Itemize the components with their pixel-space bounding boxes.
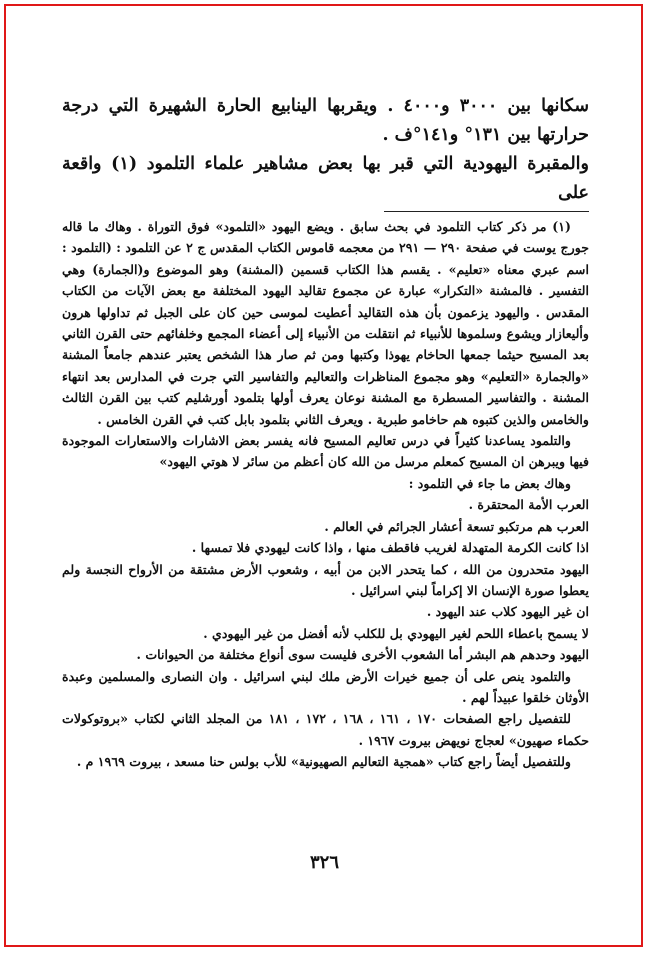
footnote-talmud-messiah: والتلمود يساعدنا كثيراً في درس تعاليم المسيح فانه يفسر بعض الاشارات والاستعارات الموجودة فيها ويبرهن ان المسيح كمعلم مرسل من الله كان أعظم من سائر لا هوتي اليهود» [62, 433, 589, 470]
footnote-intro-quotes: وهاك بعض ما جاء في التلمود : [408, 475, 571, 491]
footnote-quote-5: ان غير اليهود كلاب عند اليهود . [426, 604, 589, 620]
footnote-quote-1: العرب الأمة المحتقرة . [468, 497, 589, 513]
footnote-reference-2: وللتفصيل أيضاً راجع كتاب «همجية التعاليم الصهيونية» للأب بولس حنا مسعد ، بيروت ١٩٦٩ م . [76, 754, 571, 770]
footnote-separator [384, 211, 589, 212]
main-paragraph-1: سكانها بين ٣٠٠٠ و٤٠٠٠ . ويقربها الينابيع الحارة الشهيرة التي درجة حرارتها بين ١٣١° و١٤١°ف . [62, 96, 589, 145]
footnote-reference-1: للتفصيل راجع الصفحات ١٧٠ ، ١٦١ ، ١٦٨ ، ١٧٢ ، ١٨١ من المجلد الثاني لكتاب «بروتوكولات حكماء صهيون» لعجاج نويهض بيروت ١٩٦٧ . [62, 711, 589, 748]
footnote-quote-7: اليهود وحدهم هم البشر أما الشعوب الأخرى فليست سوى أنواع مختلفة من الحيوانات . [136, 647, 589, 663]
footnote-quote-3: اذا كانت الكرمة المتهدلة لغريب فاقطف منها ، واذا كانت ليهودي فلا تمسها . [191, 540, 589, 556]
page-number: ٣٢٦ [309, 852, 339, 873]
footnote-quote-6: لا يسمح باعطاء اللحم لغير اليهودي بل للكلب لأنه أفضل من غير اليهودي . [203, 625, 589, 641]
footnote-quote-8: والتلمود ينص على أن جميع خيرات الأرض ملك لبني اسرائيل . وان النصارى والمسلمين وعبدة الأوثان خلقوا عبيداً لهم . [62, 668, 589, 705]
book-page [62, 92, 589, 872]
footnote-quote-2: العرب هم مرتكبو تسعة أعشار الجرائم في العالم . [324, 518, 589, 534]
footnote-quote-4: اليهود متحدرون من الله ، كما يتحدر الابن من أبيه ، وشعوب الأرض مشتقة من الأرواح النجسة ولم يعطوا صورة الإنسان الا إكراماً لبني اسرائيل . [62, 561, 589, 598]
main-paragraph-2: والمقبرة اليهودية التي قبر بها بعض مشاهير علماء التلمود (١) واقعة على [62, 154, 589, 203]
footnote-talmud-definition: (١) مر ذكر كتاب التلمود في بحث سابق . ويضع اليهود «التلمود» فوق التوراة . وهاك ما قاله جورج يوست في صفحة ٢٩٠ — ٢٩١ من معجمه قاموس الكتاب المقدس ج ٢ عن التلمود : (التلمود : اسم عبري معناه «تعليم» . يقسم هذا الكتاب قسمين (المشنة) وهو الموضوع و(الجمارة) وهي التفسير . فالمشنة «التكرار» عبارة عن مجموع تقاليد اليهود المختلفة مع بعض الآيات من الكتاب المقدس . واليهود يزعمون بأن هذه التقاليد أعطيت لموسى حين كان على الجبل ثم تداولها هرون وأليعازار ويشوع وسلموها للأنبياء ثم انتقلت من الأنبياء إلى أعضاء المجمع وخلفائهم حتى القرن الثاني بعد المسيح حيثما جمعها الحاخام يهوذا وكتبها ومن ثم صار هذا الشخص يعتبر عندهم جامعاً المشنة «والجمارة «التعليم» وهو مجموع المناظرات والتعاليم والتفاسير التي جرت في المدارس بعد انتهاء المشنة . والتفاسير المسطرة مع المشنة نوعان يعرف أولها بتلمود أورشليم كتب بين القرن الثالث والخامس والذين كتبوه هم حاخامو طبرية . ويعرف الثاني بتلمود بابل كتب في القرن الخامس . [62, 219, 589, 427]
